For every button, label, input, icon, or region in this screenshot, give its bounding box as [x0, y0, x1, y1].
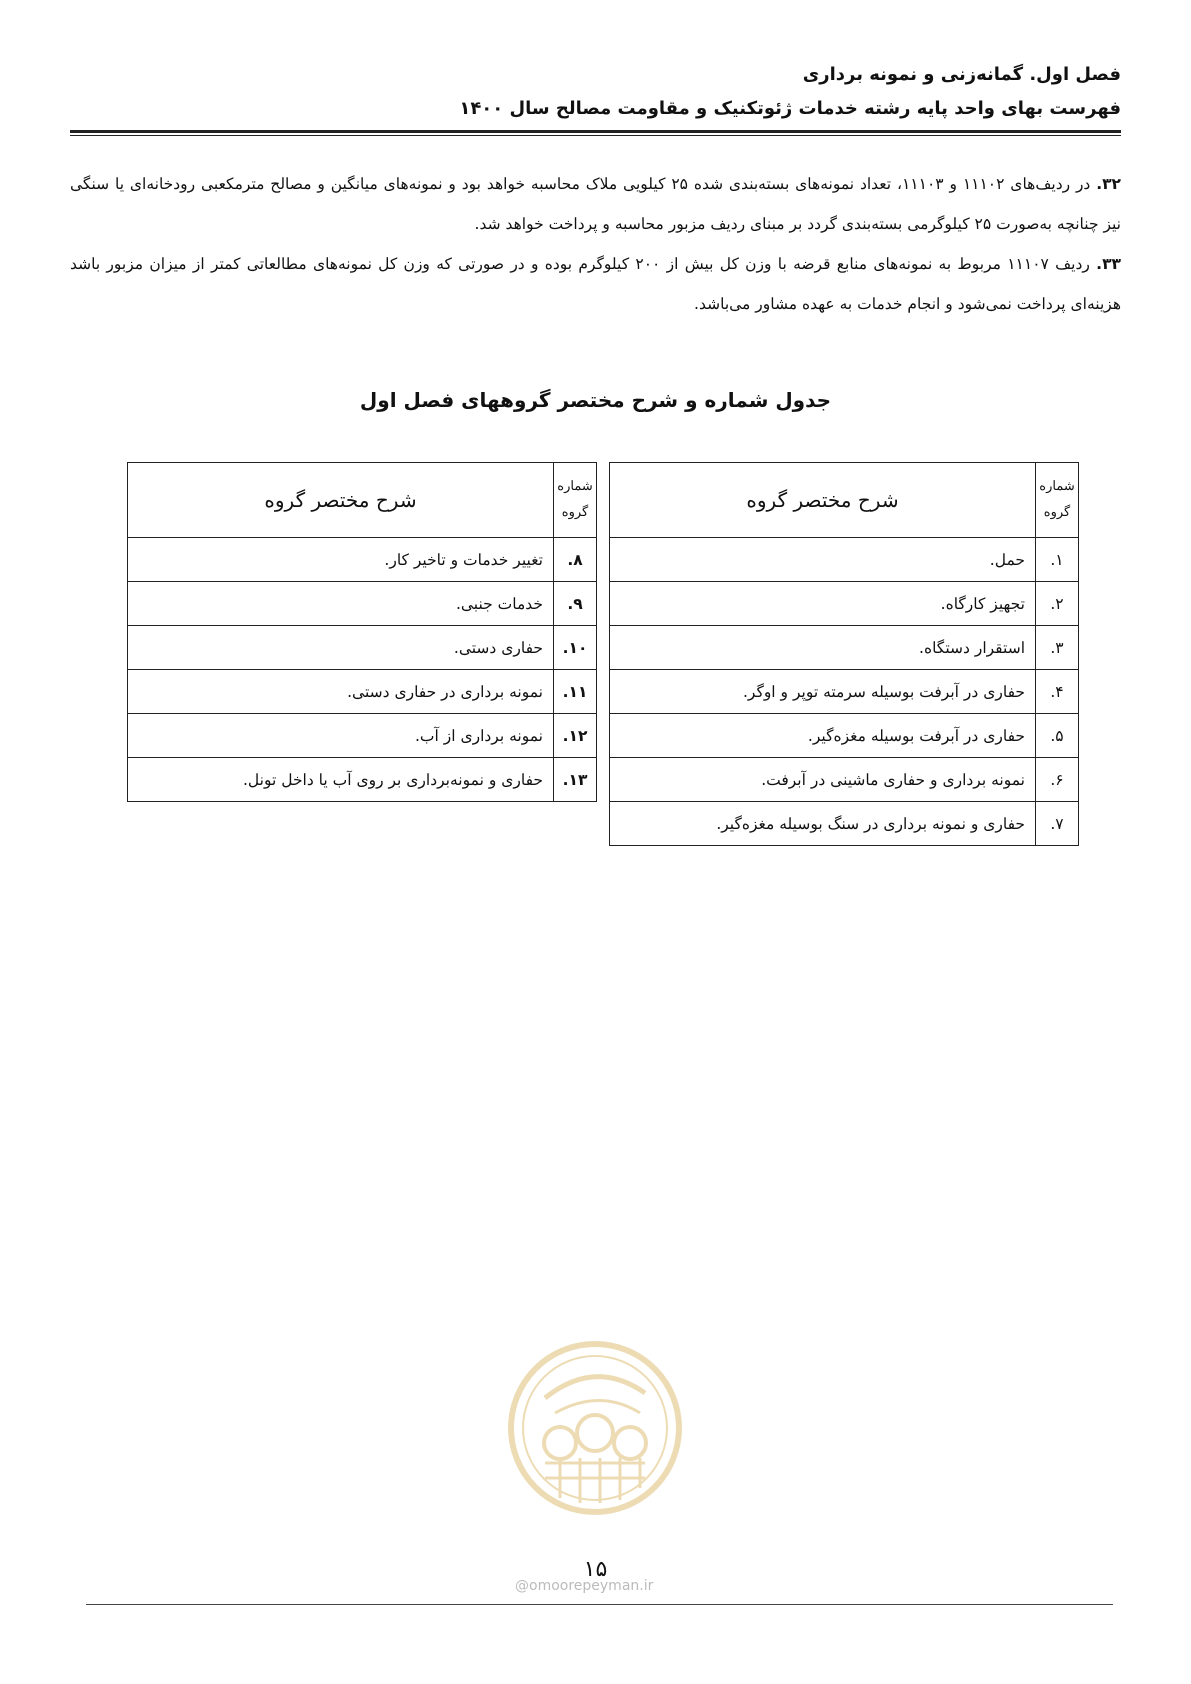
watermark-text: @omoorepeyman.ir [515, 1578, 654, 1594]
table-header-row [610, 463, 1079, 538]
group-number: ۴. [1036, 670, 1079, 714]
table-row [128, 582, 597, 626]
group-description: حفاری و نمونه برداری در سنگ بوسیله مغزه‌گیر. [610, 802, 1036, 846]
note-text: در ردیف‌های ۱۱۱۰۲ و ۱۱۱۰۳، تعداد نمونه‌های بسته‌بندی شده ۲۵ کیلویی ملاک محاسبه خواهد بود و نمونه‌های میانگین و مصالح مترمکعبی رودخانه‌ای یا سنگی نیز چنانچه به‌صورت ۲۵ کیلوگرمی بسته‌بندی گردد بر مبنای ردیف مزبور محاسبه و پرداخت خواهد شد. [70, 175, 1121, 233]
group-description: استقرار دستگاه. [610, 626, 1036, 670]
omoore-peyman-stamp-logo [505, 1338, 685, 1518]
group-description: نمونه برداری از آب. [128, 714, 554, 758]
header-num-line1: شماره [1039, 479, 1075, 494]
group-number: ۳. [1036, 626, 1079, 670]
table-header-row [128, 463, 597, 538]
table-row [128, 538, 597, 582]
group-number: ۱۱. [554, 670, 597, 714]
header-num-line1: شماره [557, 479, 593, 494]
groups-table-left [127, 462, 597, 802]
footer-rule [86, 1604, 1113, 1605]
group-description: حفاری در آبرفت بوسیله مغزه‌گیر. [610, 714, 1036, 758]
group-description: تغییر خدمات و تاخیر کار. [128, 538, 554, 582]
header-num-line2: گروه [1043, 505, 1071, 520]
table-row [610, 714, 1079, 758]
table-row [128, 626, 597, 670]
header-num-line2: گروه [561, 505, 589, 520]
group-number: ۸. [554, 538, 597, 582]
header-group-description: شرح مختصر گروه [610, 463, 1036, 538]
group-description: تجهیز کارگاه. [610, 582, 1036, 626]
note-number: ۳۳. [1096, 255, 1121, 273]
group-number: ۲. [1036, 582, 1079, 626]
note-text: ردیف ۱۱۱۰۷ مربوط به نمونه‌های منابع قرضه با وزن کل بیش از ۲۰۰ کیلوگرم بوده و در صورتی که وزن کل نمونه‌های مطالعاتی کمتر از میزان مزبور باشد هزینه‌ای پرداخت نمی‌شود و انجام خدمات به عهده مشاور می‌باشد. [70, 255, 1121, 313]
table-row [610, 582, 1079, 626]
group-number: ۷. [1036, 802, 1079, 846]
group-description: خدمات جنبی. [128, 582, 554, 626]
notes-section [70, 164, 1121, 324]
group-number: ۱۳. [554, 758, 597, 802]
page-header [70, 58, 1121, 126]
table-row [610, 626, 1079, 670]
note-32 [70, 164, 1121, 244]
page-number: ۱۵ [583, 1557, 608, 1582]
group-description: نمونه برداری و حفاری ماشینی در آبرفت. [610, 758, 1036, 802]
table-row [610, 538, 1079, 582]
group-description: حفاری و نمونه‌برداری بر روی آب یا داخل تونل. [128, 758, 554, 802]
group-number: ۱۲. [554, 714, 597, 758]
table-row [610, 670, 1079, 714]
chapter-title: فصل اول. گمانه‌زنی و نمونه برداری [802, 64, 1121, 85]
document-title: فهرست بهای واحد پایه رشته خدمات ژئوتکنیک و مقاومت مصالح سال ۱۴۰۰ [459, 98, 1121, 119]
header-rule-thick [70, 130, 1121, 133]
table-row [610, 802, 1079, 846]
header-rule-thin [70, 135, 1121, 136]
group-description: حفاری دستی. [128, 626, 554, 670]
group-number: ۱۰. [554, 626, 597, 670]
group-description: حفاری در آبرفت بوسیله سرمته توپر و اوگر. [610, 670, 1036, 714]
group-number: ۶. [1036, 758, 1079, 802]
header-group-description: شرح مختصر گروه [128, 463, 554, 538]
group-description: حمل. [610, 538, 1036, 582]
table-row [610, 758, 1079, 802]
header-group-number [554, 463, 597, 538]
groups-table-right [609, 462, 1079, 846]
note-33 [70, 244, 1121, 324]
table-title: جدول شماره و شرح مختصر گروههای فصل اول [359, 388, 832, 412]
table-row [128, 670, 597, 714]
note-number: ۳۲. [1096, 175, 1121, 193]
header-group-number [1036, 463, 1079, 538]
group-number: ۹. [554, 582, 597, 626]
group-description: نمونه برداری در حفاری دستی. [128, 670, 554, 714]
group-number: ۱. [1036, 538, 1079, 582]
table-row [128, 714, 597, 758]
table-row [128, 758, 597, 802]
group-number: ۵. [1036, 714, 1079, 758]
